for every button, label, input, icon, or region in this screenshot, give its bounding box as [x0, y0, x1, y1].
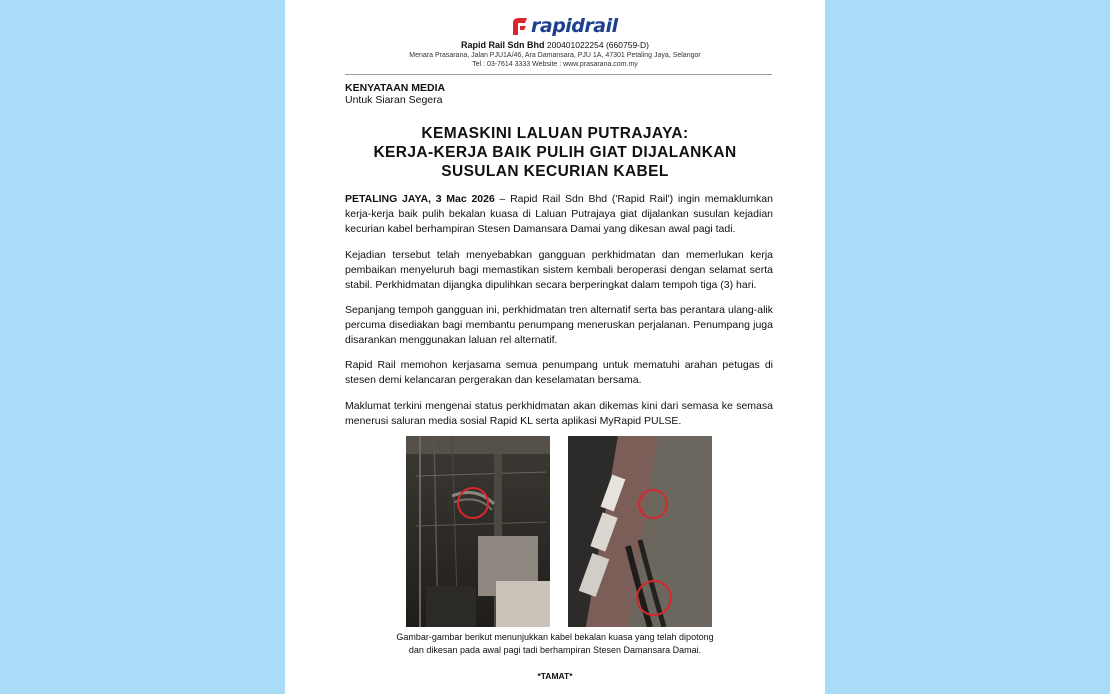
release-note: Untuk Siaran Segera — [345, 94, 443, 106]
paragraph-3: Sepanjang tempoh gangguan ini, perkhidmatan tren alternatif serta bas perantara ulang-alik percuma disediakan bagi membantu penumpang meneruskan perjalanan. Penumpang juga disarankan menggunakan laluan rel alternatif. — [345, 304, 773, 346]
company-address: Menara Prasarana, Jalan PJU1A/46, Ara Damansara, PJU 1A, 47301 Petaling Jaya, Selangor — [409, 52, 701, 59]
paragraph-1-text: – Rapid Rail Sdn Bhd ('Rapid Rail') ingin memaklumkan kerja-kerja baik pulih bekalan kuasa di Laluan Putrajaya giat dijalankan susulan kejadian kecurian kabel berhampiran Stesen Damansara Damai yang dikesan awal pagi tadi. — [345, 193, 773, 235]
caption-line-2: dan dikesan pada awal pagi tadi berhampiran Stesen Damansara Damai. — [408, 645, 702, 655]
paragraph-1 — [345, 192, 773, 237]
rapidrail-logo-icon — [511, 16, 529, 36]
rapidrail-logo — [511, 14, 618, 38]
paragraph-4: Rapid Rail memohon kerjasama semua penumpang untuk mematuhi arahan petugas di stesen demi kelancaran pergerakan dan keselamatan bersama. — [345, 359, 773, 386]
header-divider — [345, 74, 772, 75]
end-mark: *TAMAT* — [537, 671, 573, 681]
company-contact: Tel : 03-7614 3333 Website : www.prasarana.com.my — [472, 61, 638, 68]
press-release-page — [285, 0, 825, 694]
company-line — [285, 41, 825, 50]
title-line-1: KEMASKINI LALUAN PUTRAJAYA: — [421, 125, 689, 142]
title-line-3: SUSULAN KECURIAN KABEL — [441, 163, 669, 180]
dateline: PETALING JAYA, 3 Mac 2026 — [345, 193, 495, 205]
press-title — [285, 124, 825, 181]
caption-line-1: Gambar-gambar berikut menunjukkan kabel bekalan kuasa yang telah dipotong — [396, 632, 714, 642]
logo-wordmark: rapidrail — [531, 15, 618, 37]
photo-caption — [285, 631, 825, 657]
title-line-2: KERJA-KERJA BAIK PULIH GIAT DIJALANKAN — [373, 144, 737, 161]
media-statement-label: KENYATAAN MEDIA — [345, 82, 446, 94]
photo-cut-cable-1 — [406, 436, 550, 627]
company-reg: 200401022254 (660759-D) — [546, 40, 649, 50]
paragraph-5: Maklumat terkini mengenai status perkhidmatan akan dikemas kini dari semasa ke semasa menerusi saluran media sosial Rapid KL serta aplikasi MyRapid PULSE. — [345, 400, 773, 427]
paragraph-2: Kejadian tersebut telah menyebabkan gangguan perkhidmatan dan memerlukan kerja pembaikan menyeluruh bagi memastikan sistem kembali beroperasi dengan selamat serta stabil. Perkhidmatan dijangka dipulihkan secara berperingkat dalam tempoh tiga (3) hari. — [345, 249, 773, 291]
photo-cut-cable-2 — [568, 436, 712, 627]
company-name: Rapid Rail Sdn Bhd — [461, 40, 545, 50]
